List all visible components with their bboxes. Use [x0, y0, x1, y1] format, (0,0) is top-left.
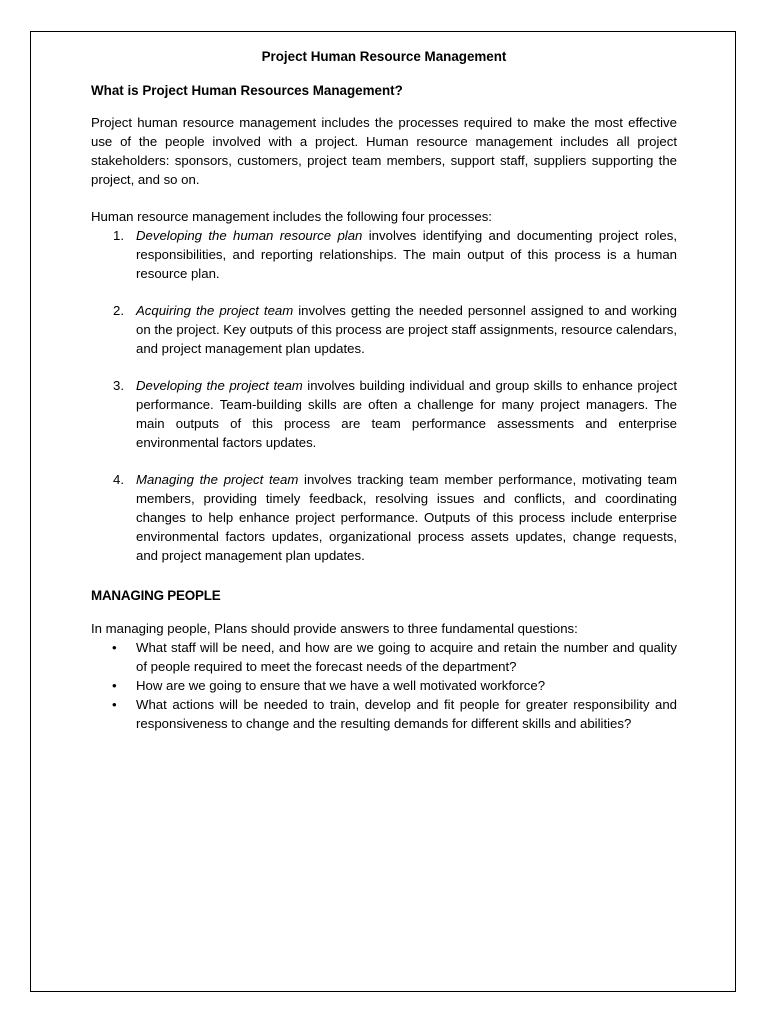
list-item: [91, 676, 677, 695]
list-item: [91, 376, 677, 452]
managing-people-intro: In managing people, Plans should provide answers to three fundamental questions:: [91, 621, 578, 636]
process-text: involves building individual and group skills to enhance project performance. Team-building skills are often a challenge for many project managers. The main outputs of this process are team performance assessments and enterprise environmental factors updates.: [136, 378, 677, 450]
document-content: [91, 46, 677, 733]
bullet-icon: •: [112, 640, 117, 655]
intro-paragraph: Project human resource management includes the processes required to make the most effective use of the people involved with a project. Human resource management includes all project stakeholders: sponsors, customers, project team members, support staff, suppliers supporting the project, and so on.: [91, 115, 677, 187]
list-item: [91, 226, 677, 283]
managing-people-heading: MANAGING PEOPLE: [91, 588, 221, 603]
process-term: Acquiring the project team: [136, 303, 294, 318]
bullet-icon: •: [112, 697, 117, 712]
process-term: Managing the project team: [136, 472, 299, 487]
section-heading: What is Project Human Resources Management?: [91, 83, 403, 98]
document-title: Project Human Resource Management: [261, 49, 507, 64]
process-term: Developing the human resource plan: [136, 228, 363, 243]
processes-list: [91, 226, 677, 565]
list-item: [91, 301, 677, 358]
list-number: 1.: [113, 228, 124, 243]
process-text: involves getting the needed personnel assigned to and working on the project. Key outputs of this process are project staff assignments, resource calendars, and project management plan updates.: [136, 303, 677, 356]
list-number: 4.: [113, 472, 124, 487]
question-text: What staff will be need, and how are we going to acquire and retain the number and quality of people required to meet the forecast needs of the department?: [136, 640, 677, 674]
list-item: [91, 638, 677, 676]
question-text: How are we going to ensure that we have a well motivated workforce?: [136, 678, 546, 693]
bullet-icon: •: [112, 678, 117, 693]
list-number: 3.: [113, 378, 124, 393]
process-term: Developing the project team: [136, 378, 303, 393]
processes-intro: Human resource management includes the following four processes:: [91, 209, 492, 224]
list-number: 2.: [113, 303, 124, 318]
question-text: What actions will be needed to train, develop and fit people for greater responsibility and responsiveness to change and the resulting demands for different skills and abilities?: [136, 697, 677, 731]
list-item: [91, 695, 677, 733]
list-item: [91, 470, 677, 565]
questions-list: [91, 638, 677, 733]
process-text: involves tracking team member performance, motivating team members, providing timely feedback, resolving issues and conflicts, and coordinating changes to help enhance project performance. Outputs of this process include enterprise environmental factors updates, organizational process assets updates, change requests, and project management plan updates.: [136, 472, 677, 563]
process-text: involves identifying and documenting project roles, responsibilities, and reporting relationships. The main output of this process is a human resource plan.: [136, 228, 677, 281]
document-page: [30, 31, 736, 992]
